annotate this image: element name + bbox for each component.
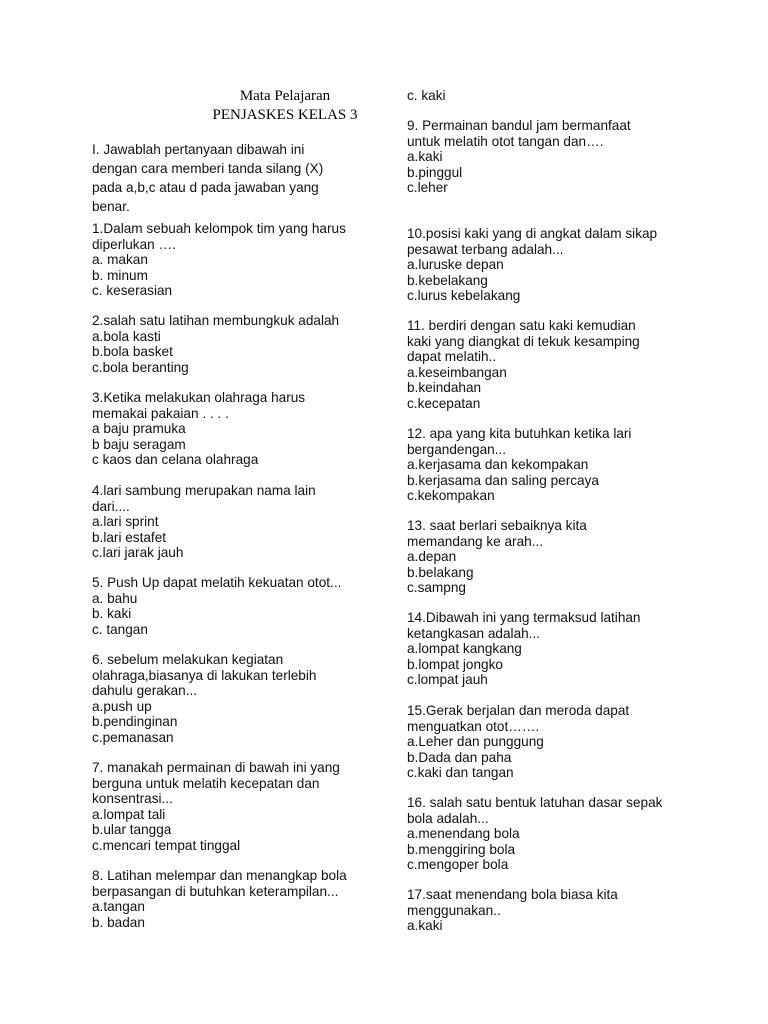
- question-text: bergandengan...: [407, 441, 507, 457]
- answer-option: c. keserasian: [92, 283, 173, 298]
- answer-option: a.lari sprint: [92, 514, 159, 529]
- question-text: olahraga,biasanya di lakukan terlebih: [92, 667, 317, 683]
- question-text: untuk melatih otot tangan dan….: [407, 133, 604, 149]
- answer-option: c.lari jarak jauh: [92, 545, 184, 560]
- instruction-line: dengan cara memberi tanda silang (X): [92, 161, 324, 176]
- question-text: dari....: [92, 498, 130, 514]
- question-text: 9. Permainan bandul jam bermanfaat: [407, 118, 631, 133]
- question-text: memakai pakaian . . . .: [92, 405, 229, 421]
- answer-option: a baju pramuka: [92, 421, 186, 436]
- question-text: 10.posisi kaki yang di angkat dalam sikap: [407, 226, 658, 241]
- answer-option: a.menendang bola: [407, 826, 520, 841]
- answer-option: b. kaki: [92, 606, 132, 621]
- answer-option: a.kaki: [407, 918, 443, 933]
- instruction-block: [92, 140, 323, 216]
- question-5: [92, 575, 341, 637]
- answer-option: c.kekompakan: [407, 488, 495, 503]
- question-text: menggunakan..: [407, 902, 501, 918]
- answer-option: c.bola beranting: [92, 359, 189, 375]
- answer-option: a.Leher dan punggung: [407, 734, 544, 749]
- answer-option: a.tangan: [92, 899, 145, 914]
- question-text: 4.lari sambung merupakan nama lain: [92, 483, 316, 498]
- question-text: 15.Gerak berjalan dan meroda dapat: [407, 703, 630, 718]
- answer-option: a.luruske depan: [407, 257, 504, 272]
- subject-label: Mata Pelajaran: [239, 88, 331, 104]
- question-15: [407, 703, 629, 781]
- answer-option: c.leher: [407, 180, 448, 195]
- question-7: [92, 760, 340, 853]
- question-text: 2.salah satu latihan membungkuk adalah: [92, 313, 340, 328]
- answer-option: c.lompat jauh: [407, 672, 488, 687]
- question-17: [407, 887, 618, 934]
- answer-option: b baju seragam: [92, 436, 186, 452]
- question-16: [407, 795, 662, 873]
- question-text: 8. Latihan melempar dan menangkap bola: [92, 868, 347, 883]
- instruction-line: I. Jawablah pertanyaan dibawah ini: [92, 142, 305, 157]
- question-text: 3.Ketika melakukan olahraga harus: [92, 390, 306, 405]
- answer-option: b.ular tangga: [92, 822, 172, 837]
- question-text: dahulu gerakan...: [92, 683, 198, 698]
- question-text: pesawat terbang adalah...: [407, 241, 564, 257]
- answer-option: a.lompat tali: [92, 806, 166, 822]
- question-text: berguna untuk melatih kecepatan dan: [92, 775, 320, 791]
- question-text: diperlukan ….: [92, 236, 176, 252]
- answer-option: c kaos dan celana olahraga: [92, 452, 259, 467]
- question-4: [92, 483, 316, 561]
- answer-option: b.lompat jongko: [407, 656, 503, 672]
- answer-option: c.mencari tempat tinggal: [92, 837, 241, 853]
- answer-option: a.bola kasti: [92, 328, 161, 344]
- subject-title: PENJASKES KELAS 3: [212, 107, 358, 123]
- question-text: dapat melatih..: [407, 349, 497, 364]
- answer-option: b.kerjasama dan saling percaya: [407, 472, 599, 488]
- question-8: [92, 868, 347, 930]
- answer-option: b.belakang: [407, 564, 474, 580]
- instruction-line: benar.: [92, 199, 130, 214]
- instruction-line: pada a,b,c atau d pada jawaban yang: [92, 180, 319, 195]
- question-text: 14.Dibawah ini yang termaksud latihan: [407, 610, 641, 625]
- answer-option: c.kaki dan tangan: [407, 765, 514, 780]
- question-text: bola adalah...: [407, 810, 489, 826]
- answer-option: c. tangan: [92, 621, 148, 637]
- answer-option: a.keseimbangan: [407, 364, 507, 380]
- question-2: [92, 313, 339, 375]
- question-text: 6. sebelum melakukan kegiatan: [92, 652, 284, 667]
- question-12: [407, 426, 631, 504]
- question-text: 16. salah satu bentuk latuhan dasar sepak: [407, 795, 663, 810]
- answer-option: a.lompat kangkang: [407, 641, 522, 656]
- question-text: 13. saat berlari sebaiknya kita: [407, 518, 587, 533]
- answer-option: b.pinggul: [407, 164, 463, 180]
- answer-option: b. badan: [92, 914, 145, 930]
- question-10: [407, 226, 657, 304]
- answer-option: b.Dada dan paha: [407, 749, 512, 765]
- answer-carryover: [407, 88, 446, 104]
- answer-option: b.kebelakang: [407, 272, 488, 288]
- answer-option: c.sampng: [407, 580, 466, 595]
- question-1: [92, 221, 346, 299]
- answer-option: b. minum: [92, 267, 148, 283]
- answer-option: c. kaki: [407, 88, 446, 103]
- answer-option: c.kecepatan: [407, 395, 481, 411]
- question-9: [407, 118, 631, 196]
- question-text: 11. berdiri dengan satu kaki kemudian: [407, 318, 636, 333]
- answer-option: a. makan: [92, 252, 148, 267]
- answer-option: a.depan: [407, 549, 457, 564]
- question-text: ketangkasan adalah...: [407, 625, 541, 641]
- answer-option: a.kaki: [407, 149, 443, 164]
- answer-option: a.push up: [92, 698, 152, 714]
- question-11: [407, 318, 640, 411]
- answer-option: c.lurus kebelakang: [407, 288, 521, 303]
- answer-option: b.lari estafet: [92, 529, 167, 545]
- question-text: kaki yang diangkat di tekuk kesamping: [407, 333, 640, 349]
- question-text: menguatkan otot…….: [407, 718, 540, 734]
- answer-option: c.mengoper bola: [407, 857, 509, 872]
- question-text: berpasangan di butuhkan keterampilan...: [92, 883, 339, 899]
- answer-option: b.menggiring bola: [407, 841, 516, 857]
- question-text: 7. manakah permainan di bawah ini yang: [92, 760, 340, 775]
- question-text: 1.Dalam sebuah kelompok tim yang harus: [92, 221, 346, 236]
- question-13: [407, 518, 587, 596]
- question-text: memandang ke arah...: [407, 533, 544, 549]
- answer-option: b.pendinginan: [92, 714, 178, 729]
- question-text: 5. Push Up dapat melatih kekuatan otot...: [92, 575, 342, 590]
- question-3: [92, 390, 305, 468]
- question-14: [407, 610, 641, 688]
- answer-option: a. bahu: [92, 590, 138, 606]
- question-text: 17.saat menendang bola biasa kita: [407, 887, 618, 902]
- question-text: konsentrasi...: [92, 791, 173, 806]
- answer-option: a.kerjasama dan kekompakan: [407, 457, 589, 472]
- question-text: 12. apa yang kita butuhkan ketika lari: [407, 426, 632, 441]
- question-6: [92, 652, 316, 745]
- answer-option: b.bola basket: [92, 344, 173, 359]
- answer-option: b.keindahan: [407, 380, 482, 395]
- answer-option: c.pemanasan: [92, 729, 174, 745]
